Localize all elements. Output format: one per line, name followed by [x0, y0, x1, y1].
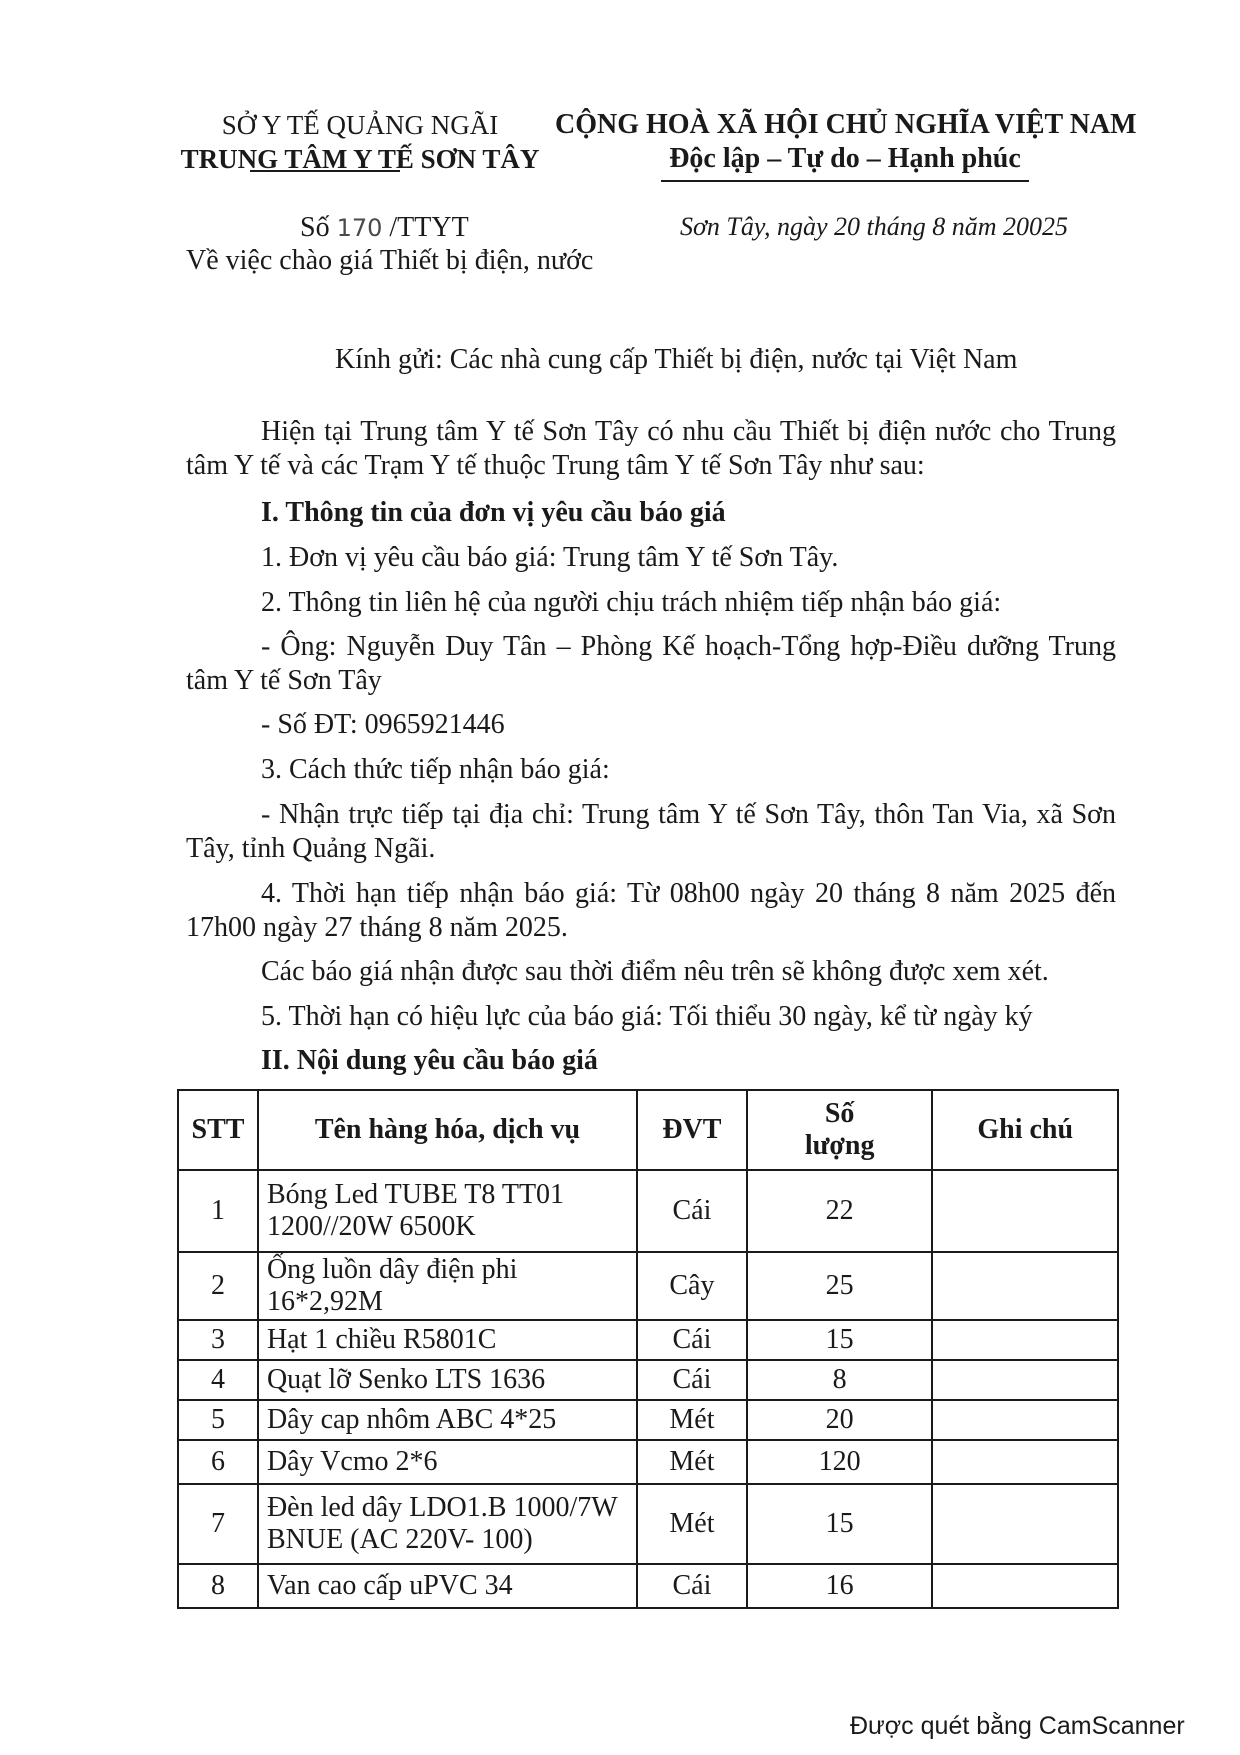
intro-paragraph: Hiện tại Trung tâm Y tế Sơn Tây có nhu cầu Thiết bị điện nước cho Trung tâm Y tế và các Trạm Y tế thuộc Trung tâm Y tế Sơn Tây như sau: — [186, 416, 1116, 481]
cell-stt: 1 — [178, 1170, 258, 1252]
cell-qty: 20 — [747, 1400, 933, 1440]
item-2: 2. Thông tin liên hệ của người chịu trách nhiệm tiếp nhận báo giá: — [261, 587, 1002, 618]
cell-note — [932, 1564, 1118, 1608]
issuer-parent: SỞ Y TẾ QUẢNG NGÃI — [221, 110, 499, 140]
number-handwritten: 170 — [336, 214, 383, 242]
cell-unit: Mét — [637, 1400, 747, 1440]
cell-qty: 15 — [747, 1484, 933, 1564]
cell-name: Hạt 1 chiều R5801C — [258, 1320, 637, 1360]
recipient-text: Các nhà cung cấp Thiết bị điện, nước tại Việt Nam — [449, 344, 1018, 375]
cell-unit: Cái — [637, 1320, 747, 1360]
contact-phone: - Số ĐT: 0965921446 — [261, 709, 505, 740]
header-qty-line2: lượng — [804, 1130, 875, 1161]
cell-note — [932, 1320, 1118, 1360]
quote-items-table — [177, 1089, 1119, 1609]
item-5: 5. Thời hạn có hiệu lực của báo giá: Tối thiểu 30 ngày, kể từ ngày ký — [261, 1001, 1033, 1032]
contact-person: - Ông: Nguyễn Duy Tân – Phòng Kế hoạch-Tổng hợp-Điều dưỡng Trung tâm Y tế Sơn Tây — [186, 631, 1116, 696]
table-row — [178, 1360, 1118, 1400]
national-motto: Độc lập – Tự do – Hạnh phúc — [669, 143, 1021, 174]
header-qty-line1: Số — [824, 1098, 855, 1129]
late-note: Các báo giá nhận được sau thời điểm nêu trên sẽ không được xem xét. — [261, 956, 1049, 987]
cell-stt: 7 — [178, 1484, 258, 1564]
table-header-row — [178, 1090, 1118, 1170]
cell-qty: 25 — [747, 1252, 933, 1320]
table-row — [178, 1320, 1118, 1360]
cell-stt: 4 — [178, 1360, 258, 1400]
national-title: CỘNG HOÀ XÃ HỘI CHỦ NGHĨA VIỆT NAM — [555, 109, 1137, 140]
cell-stt: 8 — [178, 1564, 258, 1608]
cell-name: Dây Vcmo 2*6 — [258, 1440, 637, 1484]
cell-note — [932, 1400, 1118, 1440]
cell-unit: Cái — [637, 1360, 747, 1400]
scanner-watermark: Được quét bằng CamScanner — [850, 1712, 1185, 1740]
cell-qty: 8 — [747, 1360, 933, 1400]
document-number — [300, 212, 469, 244]
cell-unit: Mét — [637, 1440, 747, 1484]
item-1: 1. Đơn vị yêu cầu báo giá: Trung tâm Y tế Sơn Tây. — [261, 542, 839, 573]
cell-note — [932, 1252, 1118, 1320]
issuer-block — [170, 108, 550, 172]
cell-qty: 15 — [747, 1320, 933, 1360]
recipient-label: Kính gửi: — [335, 344, 443, 375]
section-1-title: I. Thông tin của đơn vị yêu cầu báo giá — [261, 497, 726, 528]
cell-stt: 3 — [178, 1320, 258, 1360]
cell-name: Bóng Led TUBE T8 TT01 1200//20W 6500K — [258, 1170, 637, 1252]
table-row — [178, 1252, 1118, 1320]
item-4: 4. Thời hạn tiếp nhận báo giá: Từ 08h00 ngày 20 tháng 8 năm 2025 đến 17h00 ngày 27 tháng 8 năm 2025. — [186, 878, 1116, 943]
cell-stt: 5 — [178, 1400, 258, 1440]
cell-name: Quạt lỡ Senko LTS 1636 — [258, 1360, 637, 1400]
number-prefix: Số — [300, 212, 330, 243]
cell-qty: 16 — [747, 1564, 933, 1608]
table-row — [178, 1564, 1118, 1608]
motto-underline — [661, 180, 1029, 182]
issuer-name: TRUNG TÂM Y TẾ SƠN TÂY — [180, 144, 540, 174]
cell-unit: Mét — [637, 1484, 747, 1564]
header-note: Ghi chú — [932, 1090, 1118, 1170]
recipient-line — [335, 344, 1017, 376]
cell-name: Dây cap nhôm ABC 4*25 — [258, 1400, 637, 1440]
cell-note — [932, 1170, 1118, 1252]
cell-name: Ống luồn dây điện phi 16*2,92M — [258, 1252, 637, 1320]
cell-unit: Cây — [637, 1252, 747, 1320]
item-3: 3. Cách thức tiếp nhận báo giá: — [261, 754, 610, 785]
cell-qty: 22 — [747, 1170, 933, 1252]
header-stt: STT — [178, 1090, 258, 1170]
cell-note — [932, 1440, 1118, 1484]
receive-address: - Nhận trực tiếp tại địa chỉ: Trung tâm Y tế Sơn Tây, thôn Tan Via, xã Sơn Tây, tỉnh Quảng Ngãi. — [186, 799, 1116, 864]
table-row — [178, 1484, 1118, 1564]
cell-note — [932, 1360, 1118, 1400]
cell-name: Đèn led dây LDO1.B 1000/7W BNUE (AC 220V- 100) — [258, 1484, 637, 1564]
header-unit: ĐVT — [637, 1090, 747, 1170]
cell-stt: 2 — [178, 1252, 258, 1320]
section-2-title: II. Nội dung yêu cầu báo giá — [261, 1045, 598, 1076]
cell-note — [932, 1484, 1118, 1564]
cell-unit: Cái — [637, 1564, 747, 1608]
table-row — [178, 1170, 1118, 1252]
table-row — [178, 1400, 1118, 1440]
document-subject: Về việc chào giá Thiết bị điện, nước — [186, 245, 594, 276]
cell-qty: 120 — [747, 1440, 933, 1484]
place-date: Sơn Tây, ngày 20 tháng 8 năm 20025 — [680, 212, 1068, 241]
header-name: Tên hàng hóa, dịch vụ — [258, 1090, 637, 1170]
cell-unit: Cái — [637, 1170, 747, 1252]
national-header — [555, 108, 1135, 182]
cell-name: Van cao cấp uPVC 34 — [258, 1564, 637, 1608]
header-qty — [747, 1090, 933, 1170]
number-suffix: /TTYT — [389, 212, 469, 243]
table-row — [178, 1440, 1118, 1484]
cell-stt: 6 — [178, 1440, 258, 1484]
